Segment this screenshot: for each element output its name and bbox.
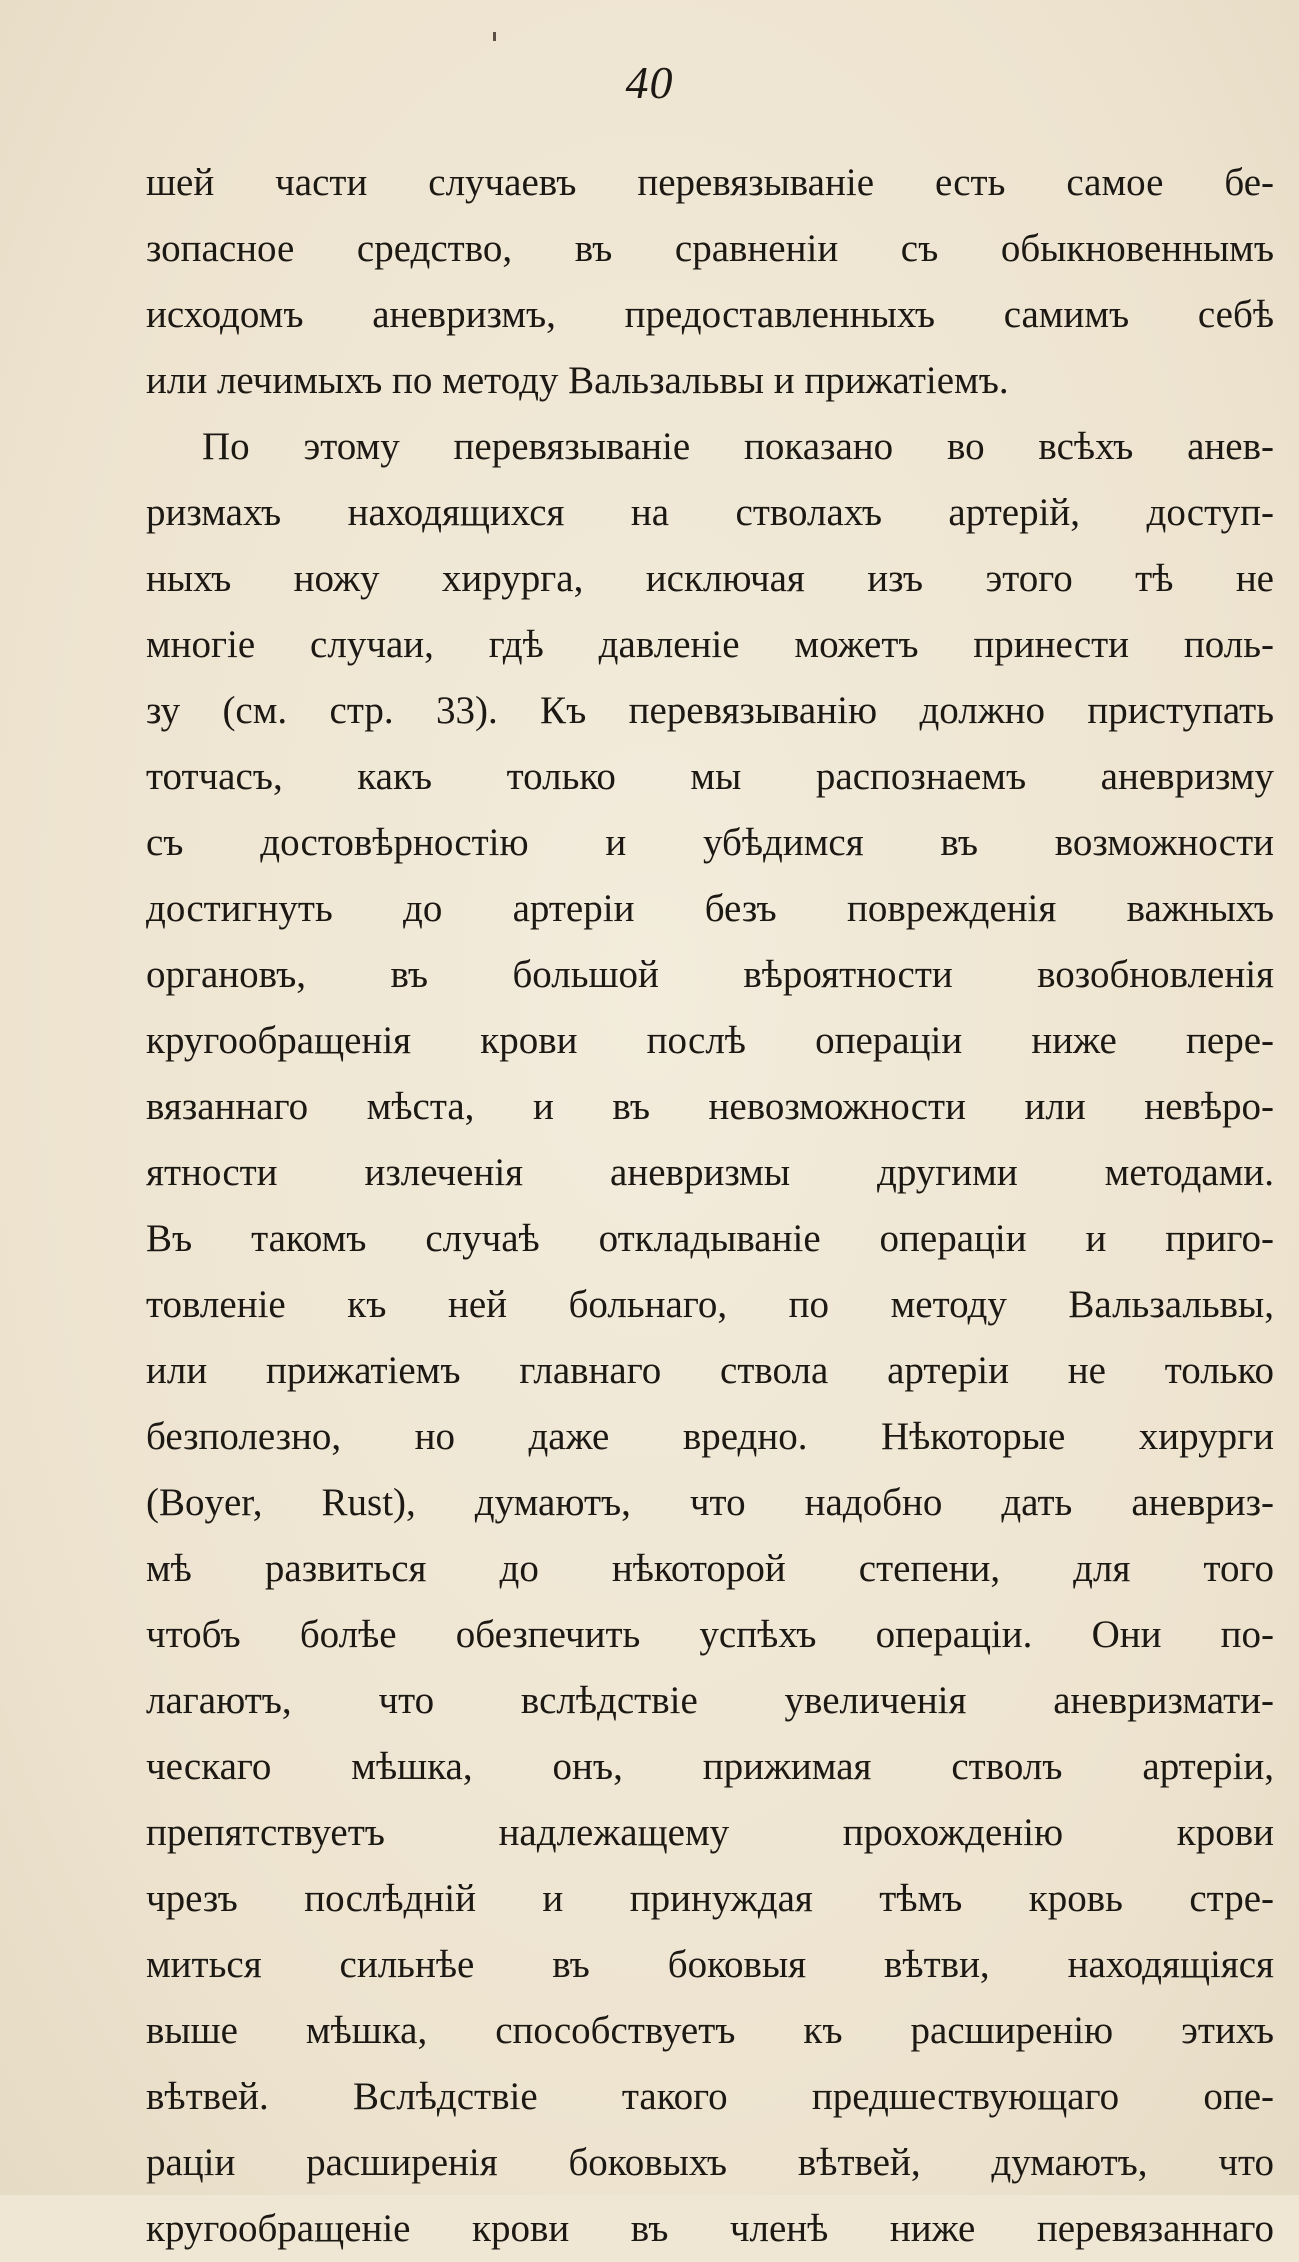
text-line: достигнуть до артеріи безъ поврежденія важныхъ [146,887,1274,930]
text-line: раціи расширенія боковыхъ вѣтвей, думаютъ, что [146,2141,1274,2184]
text-line: ческаго мѣшка, онъ, прижимая стволъ артеріи, [146,1745,1274,1788]
text-line: товленіе къ ней больнаго, по методу Вальзальвы, [146,1283,1274,1326]
text-line: безполезно, но даже вредно. Нѣкоторые хирурги [146,1415,1274,1458]
text-line: кругообращенія крови послѣ операціи ниже пере- [146,1019,1274,1062]
text-line: шей части случаевъ перевязываніе есть самое бе- [146,161,1274,204]
ink-speck [493,32,496,41]
text-line: многіе случаи, гдѣ давленіе можетъ принести поль- [146,623,1274,666]
text-line: или лечимыхъ по методу Вальзальвы и прижатіемъ. [146,359,1009,402]
paragraph-start-line: По этому перевязываніе показано во всѣхъ анев- [202,425,1274,468]
text-line: вѣтвей. Вслѣдствіе такого предшествующаго опе- [146,2075,1274,2118]
text-line: зопасное средство, въ сравненіи съ обыкновеннымъ [146,227,1274,270]
text-line: ныхъ ножу хирурга, исключая изъ этого тѣ не [146,557,1274,600]
text-line: чтобъ болѣе обезпечить успѣхъ операціи. Они по- [146,1613,1274,1656]
text-line: исходомъ аневризмъ, предоставленныхъ самимъ себѣ [146,293,1274,336]
text-line: ризмахъ находящихся на стволахъ артерій, доступ- [146,491,1274,534]
text-line: (Boyer, Rust), думаютъ, что надобно дать аневриз- [146,1481,1274,1524]
text-line: вязаннаго мѣста, и въ невозможности или невѣро- [146,1085,1274,1128]
text-line: препятствуетъ надлежащему прохожденію крови [146,1811,1274,1854]
text-line: миться сильнѣе въ боковыя вѣтви, находящіяся [146,1943,1274,1986]
text-line: чрезъ послѣдній и принуждая тѣмъ кровь стре- [146,1877,1274,1920]
text-line: Въ такомъ случаѣ откладываніе операціи и приго- [146,1217,1274,1260]
text-line: выше мѣшка, способствуетъ къ расширенію этихъ [146,2009,1274,2052]
text-line: или прижатіемъ главнаго ствола артеріи не только [146,1349,1274,1392]
text-line: тотчасъ, какъ только мы распознаемъ аневризму [146,755,1274,798]
body-text [146,150,1274,2262]
text-line: мѣ развиться до нѣкоторой степени, для того [146,1547,1274,1590]
text-line: съ достовѣрностію и убѣдимся въ возможности [146,821,1274,864]
text-line: зу (см. стр. 33). Къ перевязыванію должно приступать [146,689,1274,732]
text-line: кругообращеніе крови въ членѣ ниже перевязаннаго [146,2207,1274,2250]
text-line: ятности излеченія аневризмы другими методами. [146,1151,1274,1194]
text-line: органовъ, въ большой вѣроятности возобновленія [146,953,1274,996]
text-line: лагаютъ, что вслѣдствіе увеличенія аневризмати- [146,1679,1274,1722]
page-number: 40 [625,57,674,108]
